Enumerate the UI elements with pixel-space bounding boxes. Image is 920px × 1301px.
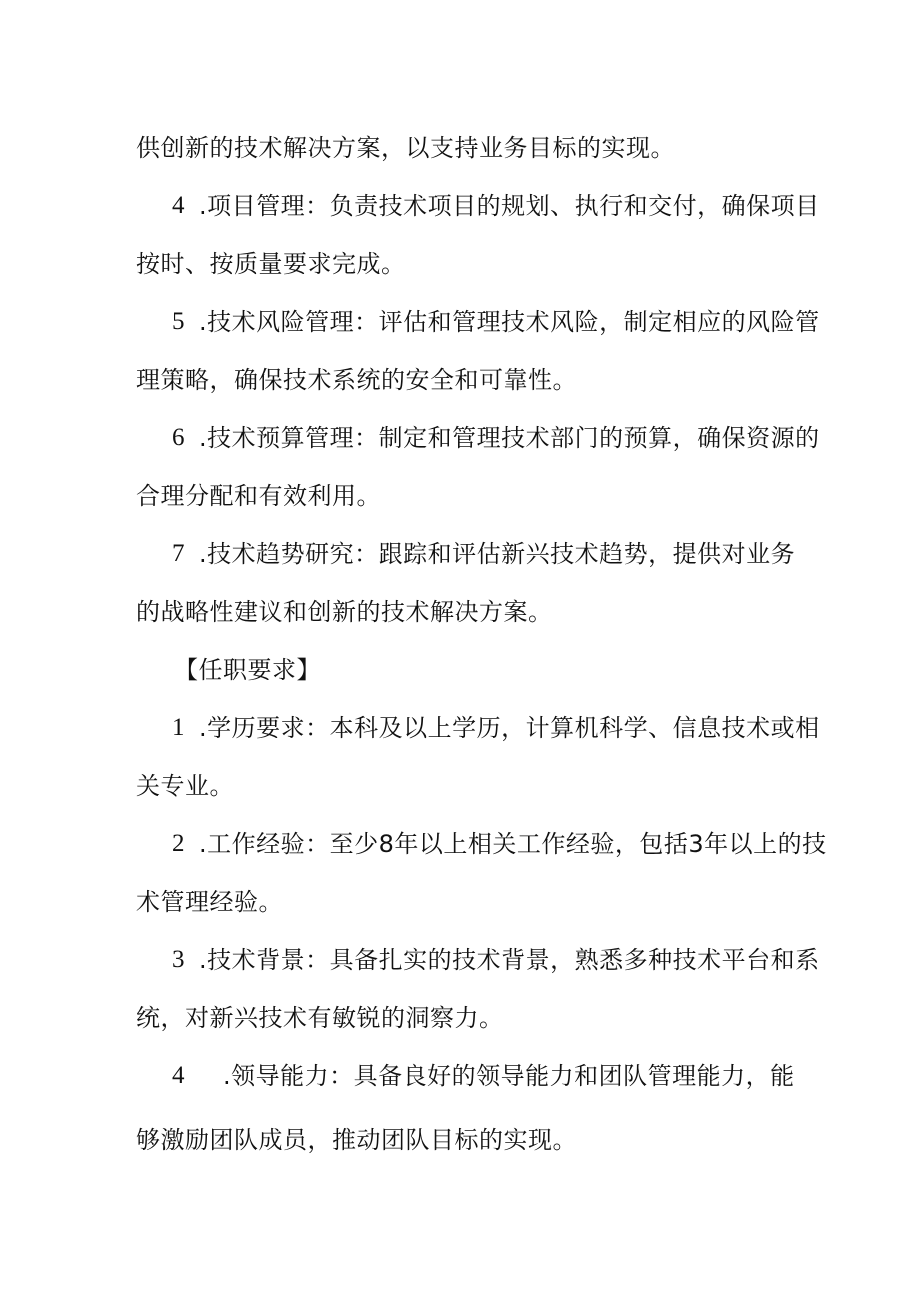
text-line: .技术风险管理：评估和管理技术风险，制定相应的风险管 — [199, 308, 820, 336]
text-line: .工作经验：至少8年以上相关工作经验，包括3年以上的技 — [199, 830, 827, 858]
item-number: 5 — [172, 308, 185, 335]
section-heading: 【任职要求】 — [174, 656, 321, 684]
text-line: 理策略，确保技术系统的安全和可靠性。 — [136, 366, 577, 394]
item-number: 4 — [172, 1062, 185, 1089]
text-line: .技术预算管理：制定和管理技术部门的预算，确保资源的 — [199, 424, 820, 452]
text-line: 按时、按质量要求完成。 — [136, 250, 406, 278]
item-number: 2 — [172, 830, 185, 857]
text-line: .技术趋势研究：跟踪和评估新兴技术趋势，提供对业务 — [199, 540, 796, 568]
text-line: 够激励团队成员，推动团队目标的实现。 — [136, 1126, 577, 1154]
text-line: .学历要求：本科及以上学历，计算机科学、信息技术或相 — [199, 714, 820, 742]
text-line: 统，对新兴技术有敏锐的洞察力。 — [136, 1004, 504, 1032]
text-line: 术管理经验。 — [136, 888, 283, 916]
item-number: 1 — [172, 714, 185, 741]
item-number: 3 — [172, 946, 185, 973]
text-line: 的战略性建议和创新的技术解决方案。 — [136, 598, 553, 626]
text-line: .项目管理：负责技术项目的规划、执行和交付，确保项目 — [199, 192, 820, 220]
text-line: 关专业。 — [136, 772, 234, 800]
text-line: 合理分配和有效利用。 — [136, 482, 381, 510]
text-line: .领导能力：具备良好的领导能力和团队管理能力，能 — [223, 1062, 795, 1090]
item-number: 7 — [172, 540, 185, 567]
item-number: 4 — [172, 192, 185, 219]
text-line: 供创新的技术解决方案，以支持业务目标的实现。 — [136, 134, 675, 162]
text-line: .技术背景：具备扎实的技术背景，熟悉多种技术平台和系 — [199, 946, 820, 974]
item-number: 6 — [172, 424, 185, 451]
